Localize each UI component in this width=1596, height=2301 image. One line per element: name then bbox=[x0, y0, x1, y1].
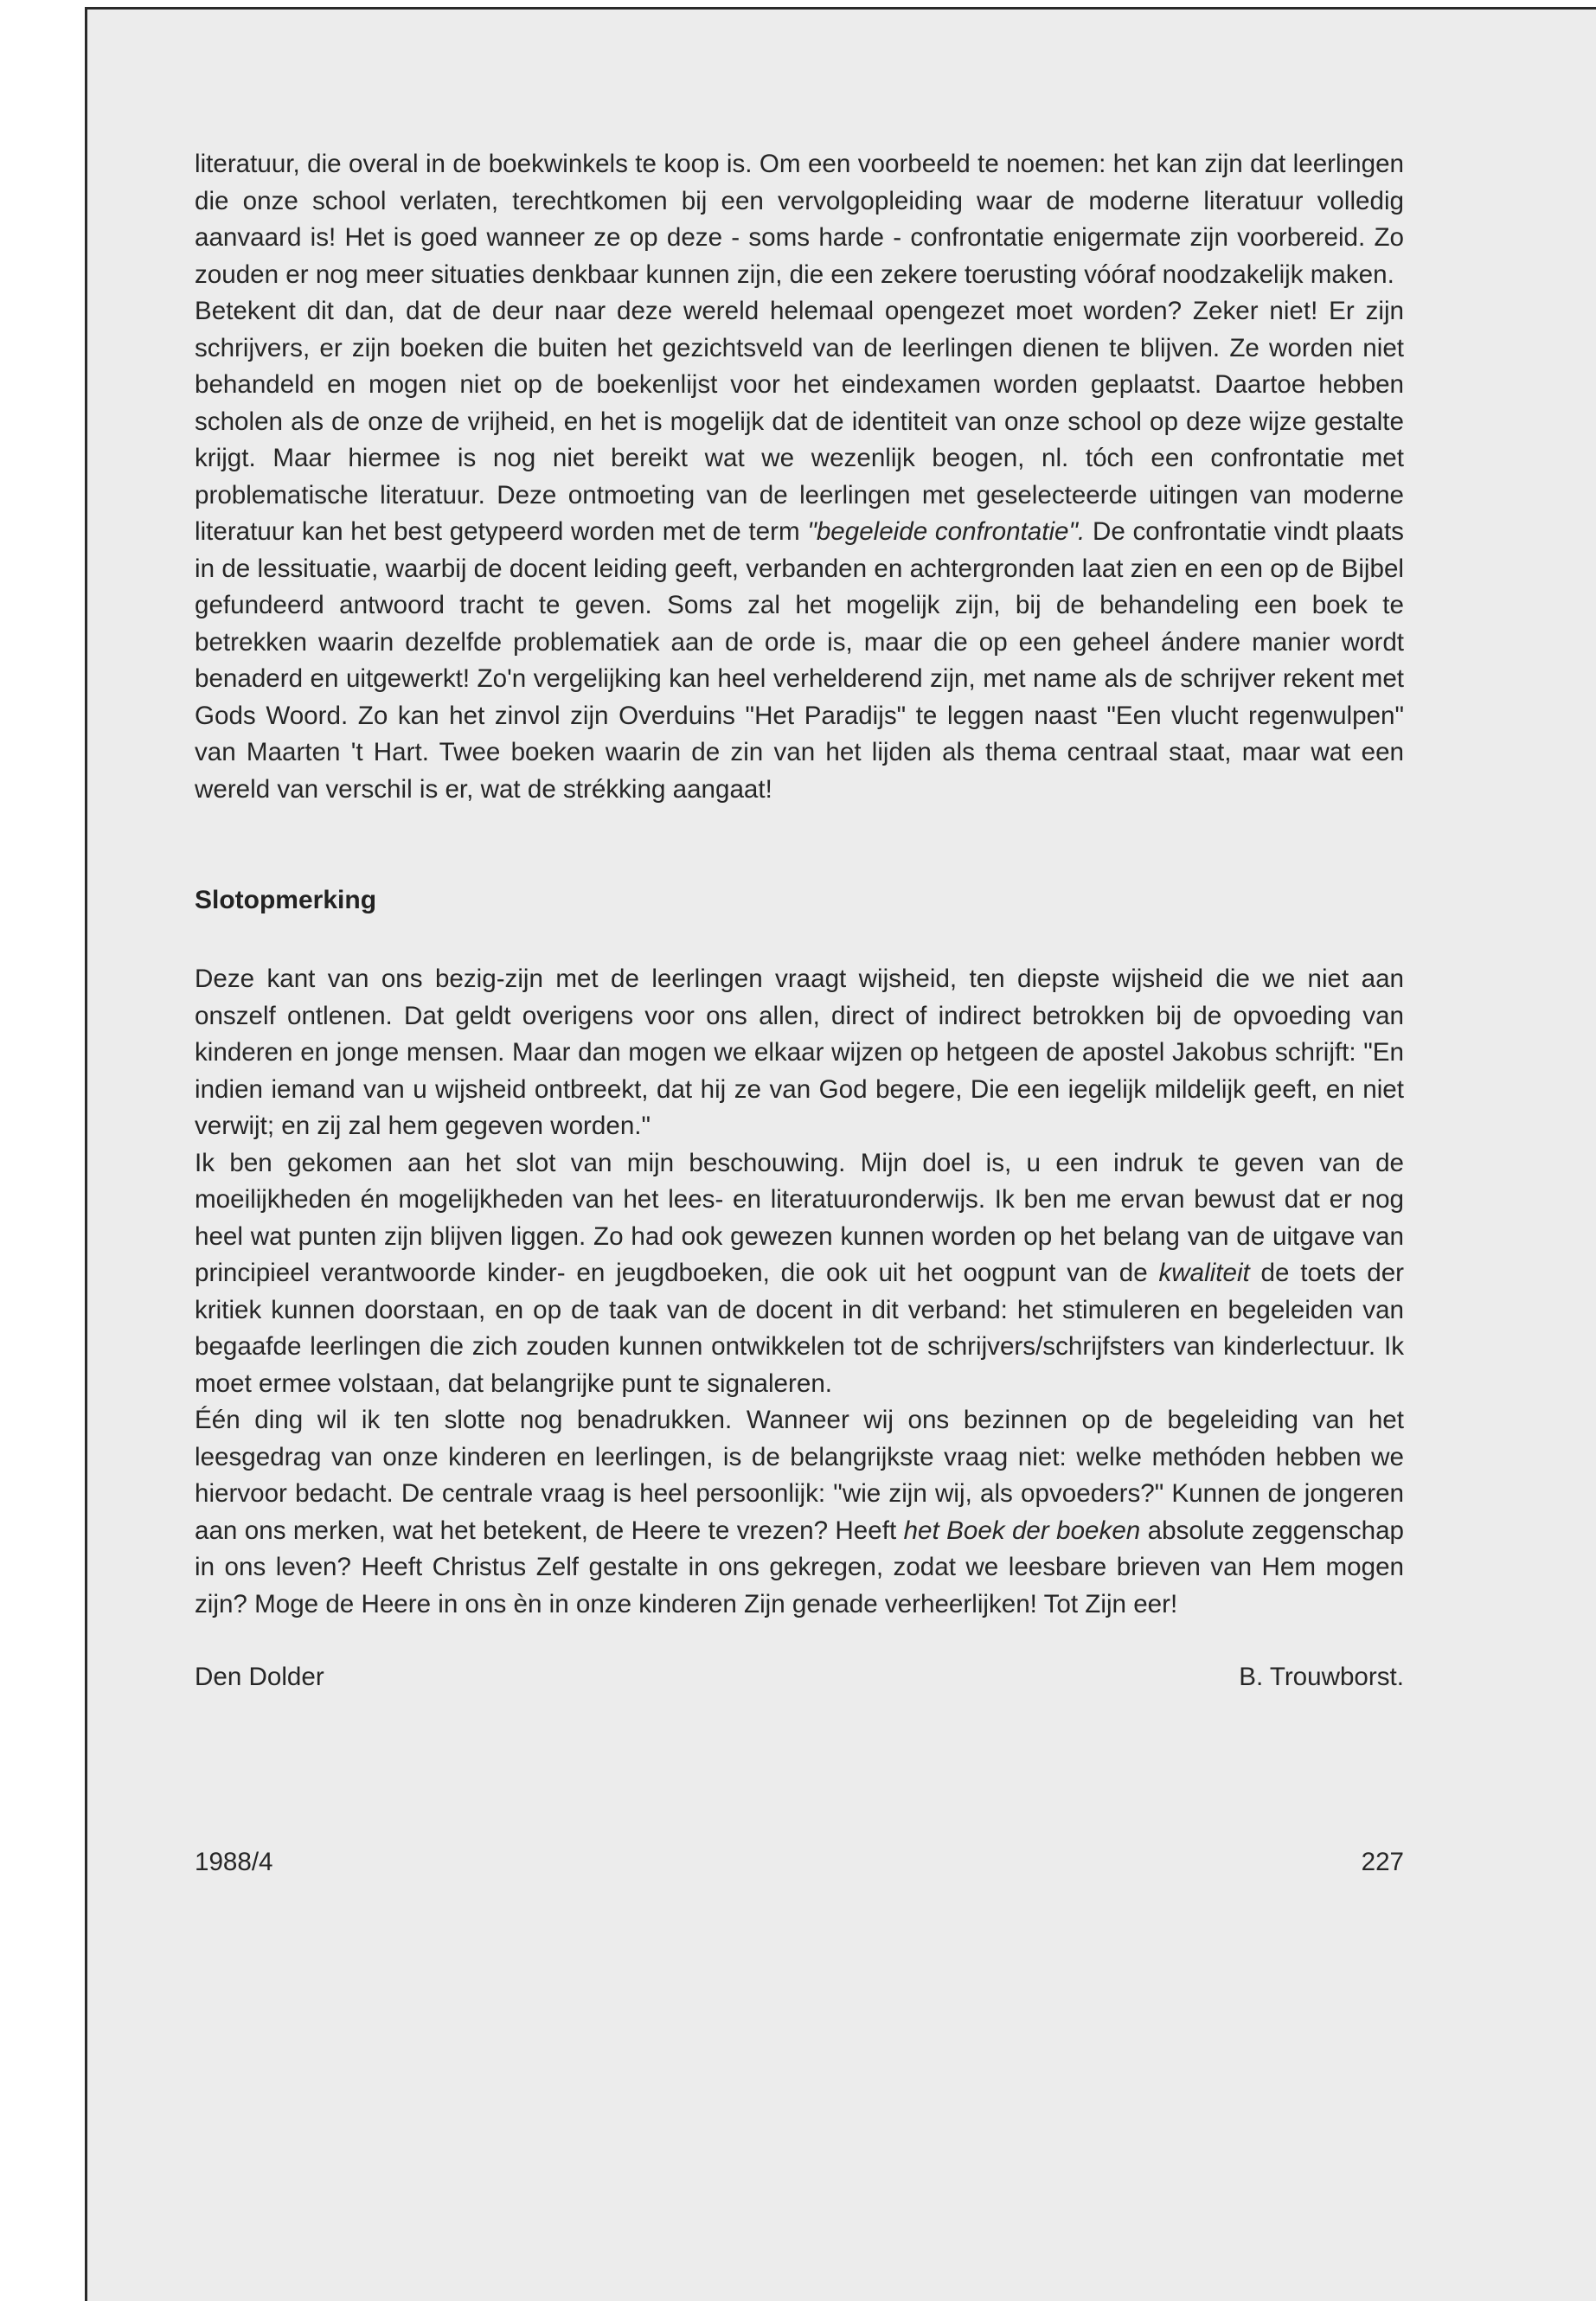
text-column bbox=[195, 146, 1404, 1696]
signature-line bbox=[195, 1659, 1404, 1696]
italic-text: kwaliteit bbox=[1158, 1259, 1250, 1287]
paragraph bbox=[195, 146, 1404, 293]
paragraph bbox=[195, 961, 1404, 1145]
italic-text: "begeleide confrontatie". bbox=[807, 517, 1086, 546]
page-number: 227 bbox=[1361, 1848, 1404, 1876]
paragraphs-top bbox=[195, 146, 1404, 808]
text-run: Deze kant van ons bezig-zijn met de leerlingen vraagt wijsheid, ten diepste wijsheid die we niet aan onszelf ontlenen. Dat geldt overigens voor ons allen, direct of indirect betrokken bij de opvoeding van kinderen en jonge mensen. Maar dan mogen we elkaar wijzen op hetgeen de apostel Jakobus schrijft: "En indien iemand van u wijsheid ontbreekt, dat hij ze van God begere, Die een iegelijk mildelijk geeft, en niet verwijt; en zij zal hem gegeven worden." bbox=[195, 965, 1404, 1140]
paragraph bbox=[195, 293, 1404, 808]
text-run: Één ding wil ik ten slotte nog benadrukken. Wanneer wij ons bezinnen op de begeleiding van het leesgedrag van onze kinderen en leerlingen, is de belangrijkste vraag niet: welke methóden hebben we hiervoor bedacht. De centrale vraag is heel persoonlijk: "wie zijn wij, als opvoeders?" Kunnen de jongeren aan ons merken, wat het betekent, de Heere te vrezen? Heeft bbox=[195, 1406, 1404, 1545]
text-run: Betekent dit dan, dat de deur naar deze wereld helemaal opengezet moet worden? Zeker niet! Er zijn schrijvers, er zijn boeken die buiten het gezichtsveld van de leerlingen dienen te blijven. Ze worden niet behandeld en mogen niet op de boekenlijst voor het eindexamen worden geplaatst. Daartoe hebben scholen als de onze de vrijheid, en het is mogelijk dat de identiteit van onze school op deze wijze gestalte krijgt. Maar hiermee is nog niet bereikt wat we wezenlijk beogen, nl. tóch een confrontatie met problematische literatuur. Deze ontmoeting van de leerlingen met geselecteerde uitingen van moderne literatuur kan het best getypeerd worden met de term bbox=[195, 297, 1404, 546]
text-run: De confrontatie vindt plaats in de lessituatie, waarbij de docent leiding geeft, verbanden en achtergronden laat zien en een op de Bijbel gefundeerd antwoord tracht te geven. Soms zal het mogelijk zijn, bij de behandeling een boek te betrekken waarin dezelfde problematiek aan de orde is, maar die op een geheel ándere manier wordt benaderd en uitgewerkt! Zo'n vergelijking kan heel verhelderend zijn, met name als de schrijver rekent met Gods Woord. Zo kan het zinvol zijn Overduins "Het Paradijs" te leggen naast "Een vlucht regenwulpen" van Maarten 't Hart. Twee boeken waarin de zin van het lijden als thema centraal staat, maar wat een wereld van verschil is er, wat de strékking aangaat! bbox=[195, 517, 1404, 804]
text-run: de toets der kritiek kunnen doorstaan, en op de taak van de docent in dit verband: het stimuleren en begeleiden van begaafde leerlingen die zich zouden kunnen ontwikkelen tot de schrijvers/schrijfsters van kinderlectuur. Ik moet ermee volstaan, dat belangrijke punt te signaleren. bbox=[195, 1259, 1405, 1398]
section-heading: Slotopmerking bbox=[195, 886, 377, 914]
paragraphs-bottom bbox=[195, 961, 1404, 1623]
paragraph bbox=[195, 1402, 1404, 1623]
page-footer bbox=[195, 1845, 1404, 1880]
paragraph bbox=[195, 1145, 1404, 1403]
text-run: Ik ben gekomen aan het slot van mijn beschouwing. Mijn doel is, u een indruk te geven van de moeilijkheden én mogelijkheden van het lees- en literatuuronderwijs. Ik ben me ervan bewust dat er nog heel wat punten zijn blijven liggen. Zo had ook gewezen kunnen worden op het belang van de uitgave van principieel verantwoorde kinder- en jeugdboeken, die ook uit het oogpunt van de bbox=[195, 1148, 1404, 1287]
text-run: literatuur, die overal in de boekwinkels te koop is. Om een voorbeeld te noemen: het kan zijn dat leerlingen die onze school verlaten, terechtkomen bij een vervolgopleiding waar de moderne literatuur volledig aanvaard is! Het is goed wanneer ze op deze - soms harde - confrontatie enigermate zijn voorbereid. Zo zouden er nog meer situaties denkbaar kunnen zijn, die een zekere toerusting vóóraf noodzakelijk maken. bbox=[195, 150, 1404, 289]
issue-number: 1988/4 bbox=[195, 1848, 273, 1876]
text-run: absolute zeggenschap in ons leven? Heeft Christus Zelf gestalte in ons gekregen, zodat we leesbare brieven van Hem mogen zijn? Moge de Heere in ons èn in onze kinderen Zijn genade verheerlijken! Tot Zijn eer! bbox=[195, 1516, 1404, 1618]
signature-author: B. Trouwborst. bbox=[1239, 1663, 1404, 1691]
italic-text: het Boek der boeken bbox=[903, 1516, 1141, 1545]
signature-place: Den Dolder bbox=[195, 1663, 324, 1691]
document-page bbox=[85, 7, 1596, 2301]
